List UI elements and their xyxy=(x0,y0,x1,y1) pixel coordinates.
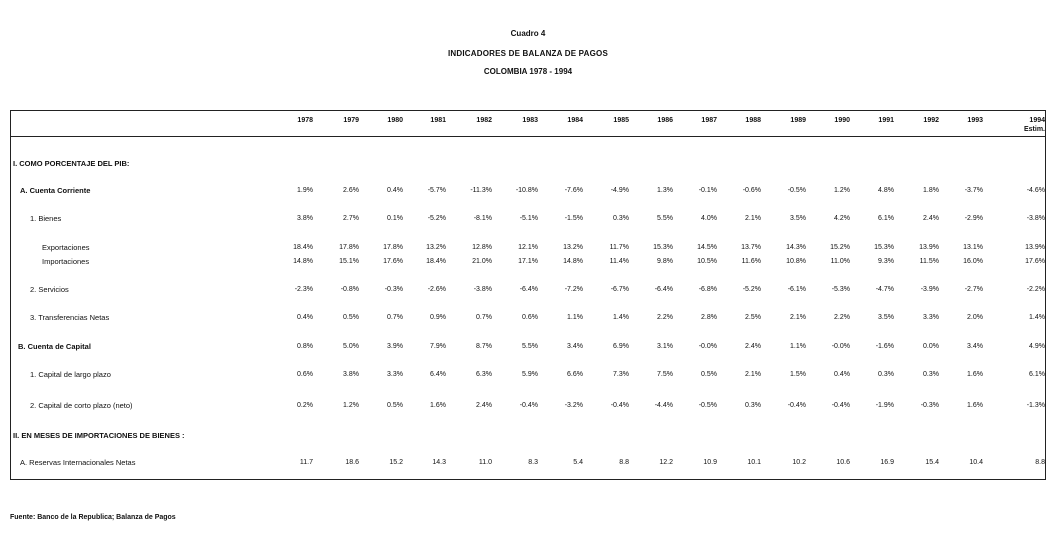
table-cell: -6.4% xyxy=(654,286,673,293)
table-cell: 10.6 xyxy=(836,459,850,466)
row-label: 2. Servicios xyxy=(30,285,69,294)
table-cell: 8.3 xyxy=(528,459,538,466)
table-cell: 1.3% xyxy=(657,187,673,194)
table-cell: -1.6% xyxy=(875,343,894,350)
table-cell: 2.2% xyxy=(657,314,673,321)
table-cell: 17.8% xyxy=(339,244,359,251)
table-cell: 4.8% xyxy=(878,187,894,194)
table-cell: 6.3% xyxy=(476,371,492,378)
table-cell: -0.1% xyxy=(698,187,717,194)
table-cell: 17.6% xyxy=(383,258,403,265)
table-cell: 2.4% xyxy=(476,402,492,409)
table-cell: 13.9% xyxy=(1025,244,1045,251)
row-label: 1. Bienes xyxy=(30,214,62,223)
table-cell: 10.1 xyxy=(747,459,761,466)
table-cell: 3.4% xyxy=(567,343,583,350)
table-cell: 4.0% xyxy=(701,215,717,222)
col-header-1988: 1988 xyxy=(745,117,761,124)
row-label: 2. Capital de corto plazo (neto) xyxy=(30,401,133,410)
row-label: II. EN MESES DE IMPORTACIONES DE BIENES : xyxy=(13,431,185,440)
table-cell: -0.6% xyxy=(742,187,761,194)
table-cell: 7.5% xyxy=(657,371,673,378)
table-number: Cuadro 4 xyxy=(510,29,546,38)
table-cell: 3.5% xyxy=(790,215,806,222)
table-cell: 8.8 xyxy=(619,459,629,466)
col-header-1994: 1994 xyxy=(1029,117,1045,124)
table-cell: 0.6% xyxy=(297,371,313,378)
table-cell: -2.9% xyxy=(964,215,983,222)
table-cell: 13.2% xyxy=(563,244,583,251)
table-cell: -0.4% xyxy=(787,402,806,409)
col-header-1985: 1985 xyxy=(613,117,629,124)
table-cell: 8.8 xyxy=(1035,459,1045,466)
table-cell: 0.3% xyxy=(923,371,939,378)
col-header-1993: 1993 xyxy=(967,117,983,124)
table-cell: 10.5% xyxy=(697,258,717,265)
table-cell: 1.6% xyxy=(430,402,446,409)
table-cell: -4.6% xyxy=(1026,187,1045,194)
col-header-1979: 1979 xyxy=(343,117,359,124)
table-cell: -0.8% xyxy=(340,286,359,293)
table-cell: 14.5% xyxy=(697,244,717,251)
table-cell: 14.3 xyxy=(432,459,446,466)
table-cell: 7.3% xyxy=(613,371,629,378)
table-cell: 0.3% xyxy=(745,402,761,409)
table-cell: 0.4% xyxy=(834,371,850,378)
col-header-1980: 1980 xyxy=(387,117,403,124)
table-cell: 2.4% xyxy=(923,215,939,222)
table-cell: 10.4 xyxy=(969,459,983,466)
table-cell: 9.8% xyxy=(657,258,673,265)
table-cell: 10.9 xyxy=(703,459,717,466)
table-cell: -0.0% xyxy=(698,343,717,350)
table-cell: 5.4 xyxy=(573,459,583,466)
row-label: A. Cuenta Corriente xyxy=(20,186,91,195)
table-cell: 0.5% xyxy=(387,402,403,409)
table-cell: 6.1% xyxy=(878,215,894,222)
table-cell: 1.1% xyxy=(790,343,806,350)
table-cell: -3.7% xyxy=(964,187,983,194)
table-cell: 16.0% xyxy=(963,258,983,265)
table-cell: 18.6 xyxy=(345,459,359,466)
table-cell: 6.9% xyxy=(613,343,629,350)
table-cell: -5.3% xyxy=(831,286,850,293)
table-cell: -3.2% xyxy=(564,402,583,409)
table-cell: 1.9% xyxy=(297,187,313,194)
table-cell: 9.3% xyxy=(878,258,894,265)
table-cell: -5.7% xyxy=(427,187,446,194)
table-cell: 1.4% xyxy=(613,314,629,321)
table-cell: 1.6% xyxy=(967,371,983,378)
table-cell: -10.8% xyxy=(515,187,538,194)
table-cell: -0.0% xyxy=(831,343,850,350)
table-cell: -6.1% xyxy=(787,286,806,293)
table-cell: -6.7% xyxy=(610,286,629,293)
table-cell: 11.0 xyxy=(478,459,492,466)
table-cell: 0.4% xyxy=(297,314,313,321)
table-cell: 3.3% xyxy=(923,314,939,321)
table-cell: 10.8% xyxy=(786,258,806,265)
table-frame xyxy=(10,110,1046,480)
table-cell: 2.6% xyxy=(343,187,359,194)
table-cell: 0.8% xyxy=(297,343,313,350)
row-label: A. Reservas Internacionales Netas xyxy=(20,458,136,467)
row-label: 1. Capital de largo plazo xyxy=(30,370,111,379)
col-header-1978: 1978 xyxy=(297,117,313,124)
table-cell: -3.8% xyxy=(1026,215,1045,222)
table-cell: -0.3% xyxy=(920,402,939,409)
row-label: Importaciones xyxy=(42,257,90,266)
table-cell: 5.0% xyxy=(343,343,359,350)
table-cell: 3.9% xyxy=(387,343,403,350)
table-cell: 3.8% xyxy=(343,371,359,378)
table-cell: -5.2% xyxy=(427,215,446,222)
table-cell: -2.2% xyxy=(1026,286,1045,293)
table-cell: 0.4% xyxy=(387,187,403,194)
table-cell: 12.2 xyxy=(659,459,673,466)
table-cell: 5.9% xyxy=(522,371,538,378)
table-cell: 15.3% xyxy=(874,244,894,251)
table-cell: 11.7 xyxy=(299,459,313,466)
table-cell: 10.2 xyxy=(792,459,806,466)
table-cell: 14.3% xyxy=(786,244,806,251)
table-cell: -3.8% xyxy=(473,286,492,293)
table-cell: 15.1% xyxy=(339,258,359,265)
table-cell: 0.1% xyxy=(387,215,403,222)
table-cell: -2.7% xyxy=(964,286,983,293)
table-cell: 6.6% xyxy=(567,371,583,378)
table-cell: 2.4% xyxy=(745,343,761,350)
table-cell: 1.2% xyxy=(343,402,359,409)
table-cell: 17.8% xyxy=(383,244,403,251)
table-cell: 1.4% xyxy=(1029,314,1045,321)
table-cell: 1.2% xyxy=(834,187,850,194)
table-cell: 3.3% xyxy=(387,371,403,378)
table-cell: 13.9% xyxy=(919,244,939,251)
table-cell: 8.7% xyxy=(476,343,492,350)
table-cell: -2.3% xyxy=(294,286,313,293)
table-cell: -0.4% xyxy=(519,402,538,409)
table-cell: 0.7% xyxy=(387,314,403,321)
table-cell: 3.4% xyxy=(967,343,983,350)
col-header-1982: 1982 xyxy=(476,117,492,124)
row-label: B. Cuenta de Capital xyxy=(18,342,91,351)
table-cell: 11.4% xyxy=(609,258,629,265)
table-cell: 2.8% xyxy=(701,314,717,321)
table-cell: -5.1% xyxy=(519,215,538,222)
table-cell: -7.6% xyxy=(564,187,583,194)
table-cell: 15.3% xyxy=(653,244,673,251)
table-cell: -2.6% xyxy=(427,286,446,293)
table-title: INDICADORES DE BALANZA DE PAGOS xyxy=(448,49,608,58)
table-cell: -4.9% xyxy=(610,187,629,194)
table-cell: 18.4% xyxy=(426,258,446,265)
table-cell: 0.5% xyxy=(343,314,359,321)
table-cell: 14.8% xyxy=(293,258,313,265)
table-cell: 16.9 xyxy=(880,459,894,466)
table-subtitle: COLOMBIA 1978 - 1994 xyxy=(483,67,573,76)
source-note: Fuente: Banco de la Republica; Balanza de Pagos xyxy=(10,514,176,521)
table-cell: -3.9% xyxy=(920,286,939,293)
table-cell: -8.1% xyxy=(473,215,492,222)
table-cell: 1.8% xyxy=(923,187,939,194)
table-cell: -1.5% xyxy=(564,215,583,222)
table-cell: 13.7% xyxy=(741,244,761,251)
col-header-1986: 1986 xyxy=(657,117,673,124)
col-header-note: Estim. xyxy=(1023,126,1045,133)
table-cell: 1.1% xyxy=(567,314,583,321)
table-cell: 12.8% xyxy=(472,244,492,251)
table-cell: 4.9% xyxy=(1029,343,1045,350)
table-cell: 2.2% xyxy=(834,314,850,321)
table-cell: 13.1% xyxy=(963,244,983,251)
table-cell: 2.1% xyxy=(790,314,806,321)
table-cell: 21.0% xyxy=(472,258,492,265)
table-cell: -11.3% xyxy=(470,187,492,194)
table-cell: 0.2% xyxy=(297,402,313,409)
table-cell: 11.0% xyxy=(830,258,850,265)
table-cell: 0.5% xyxy=(701,371,717,378)
table-cell: 5.5% xyxy=(657,215,673,222)
table-cell: 2.1% xyxy=(745,371,761,378)
table-cell: 0.6% xyxy=(522,314,538,321)
table-cell: -4.4% xyxy=(654,402,673,409)
table-cell: 6.1% xyxy=(1029,371,1045,378)
table-cell: 0.9% xyxy=(430,314,446,321)
table-cell: 6.4% xyxy=(430,371,446,378)
table-cell: -0.5% xyxy=(698,402,717,409)
row-label: 3. Transferencias Netas xyxy=(30,313,110,322)
table-cell: 18.4% xyxy=(293,244,313,251)
table-cell: 15.2 xyxy=(389,459,403,466)
table-cell: 17.1% xyxy=(518,258,538,265)
table-cell: -6.4% xyxy=(519,286,538,293)
table-cell: 3.1% xyxy=(657,343,673,350)
table-cell: 11.7% xyxy=(609,244,629,251)
table-cell: 13.2% xyxy=(426,244,446,251)
table-cell: 1.6% xyxy=(967,402,983,409)
table-cell: 2.1% xyxy=(745,215,761,222)
col-header-1991: 1991 xyxy=(878,117,894,124)
table-cell: 15.2% xyxy=(830,244,850,251)
title-block xyxy=(0,28,1056,78)
row-label: I. COMO PORCENTAJE DEL PIB: xyxy=(13,159,130,168)
table-cell: 1.5% xyxy=(790,371,806,378)
col-header-1983: 1983 xyxy=(522,117,538,124)
table-cell: -6.8% xyxy=(698,286,717,293)
table-cell: 4.2% xyxy=(834,215,850,222)
table-cell: 2.5% xyxy=(745,314,761,321)
table-cell: 0.7% xyxy=(476,314,492,321)
table-cell: 0.3% xyxy=(613,215,629,222)
table-cell: -0.3% xyxy=(384,286,403,293)
table-cell: -0.5% xyxy=(787,187,806,194)
table-cell: 0.0% xyxy=(923,343,939,350)
table-cell: 3.8% xyxy=(297,215,313,222)
table-cell: -4.7% xyxy=(875,286,894,293)
col-header-1981: 1981 xyxy=(430,117,446,124)
table-cell: 2.7% xyxy=(343,215,359,222)
row-label: Exportaciones xyxy=(42,243,90,252)
table-cell: 5.5% xyxy=(522,343,538,350)
table-cell: 2.0% xyxy=(967,314,983,321)
col-header-1984: 1984 xyxy=(567,117,583,124)
table-cell: -5.2% xyxy=(742,286,761,293)
col-header-1990: 1990 xyxy=(834,117,850,124)
table-cell: 3.5% xyxy=(878,314,894,321)
table-cell: 15.4 xyxy=(925,459,939,466)
table-cell: 11.5% xyxy=(919,258,939,265)
table-cell: -0.4% xyxy=(831,402,850,409)
col-header-1992: 1992 xyxy=(923,117,939,124)
table-cell: -0.4% xyxy=(610,402,629,409)
table-cell: -7.2% xyxy=(564,286,583,293)
table-cell: -1.3% xyxy=(1026,402,1045,409)
col-header-1989: 1989 xyxy=(790,117,806,124)
table-cell: 14.8% xyxy=(563,258,583,265)
table-cell: -1.9% xyxy=(875,402,894,409)
table-cell: 12.1% xyxy=(518,244,538,251)
header-separator xyxy=(10,136,1046,137)
table-cell: 7.9% xyxy=(430,343,446,350)
table-cell: 17.6% xyxy=(1025,258,1045,265)
table-cell: 0.3% xyxy=(878,371,894,378)
table-cell: 11.6% xyxy=(741,258,761,265)
col-header-1987: 1987 xyxy=(701,117,717,124)
